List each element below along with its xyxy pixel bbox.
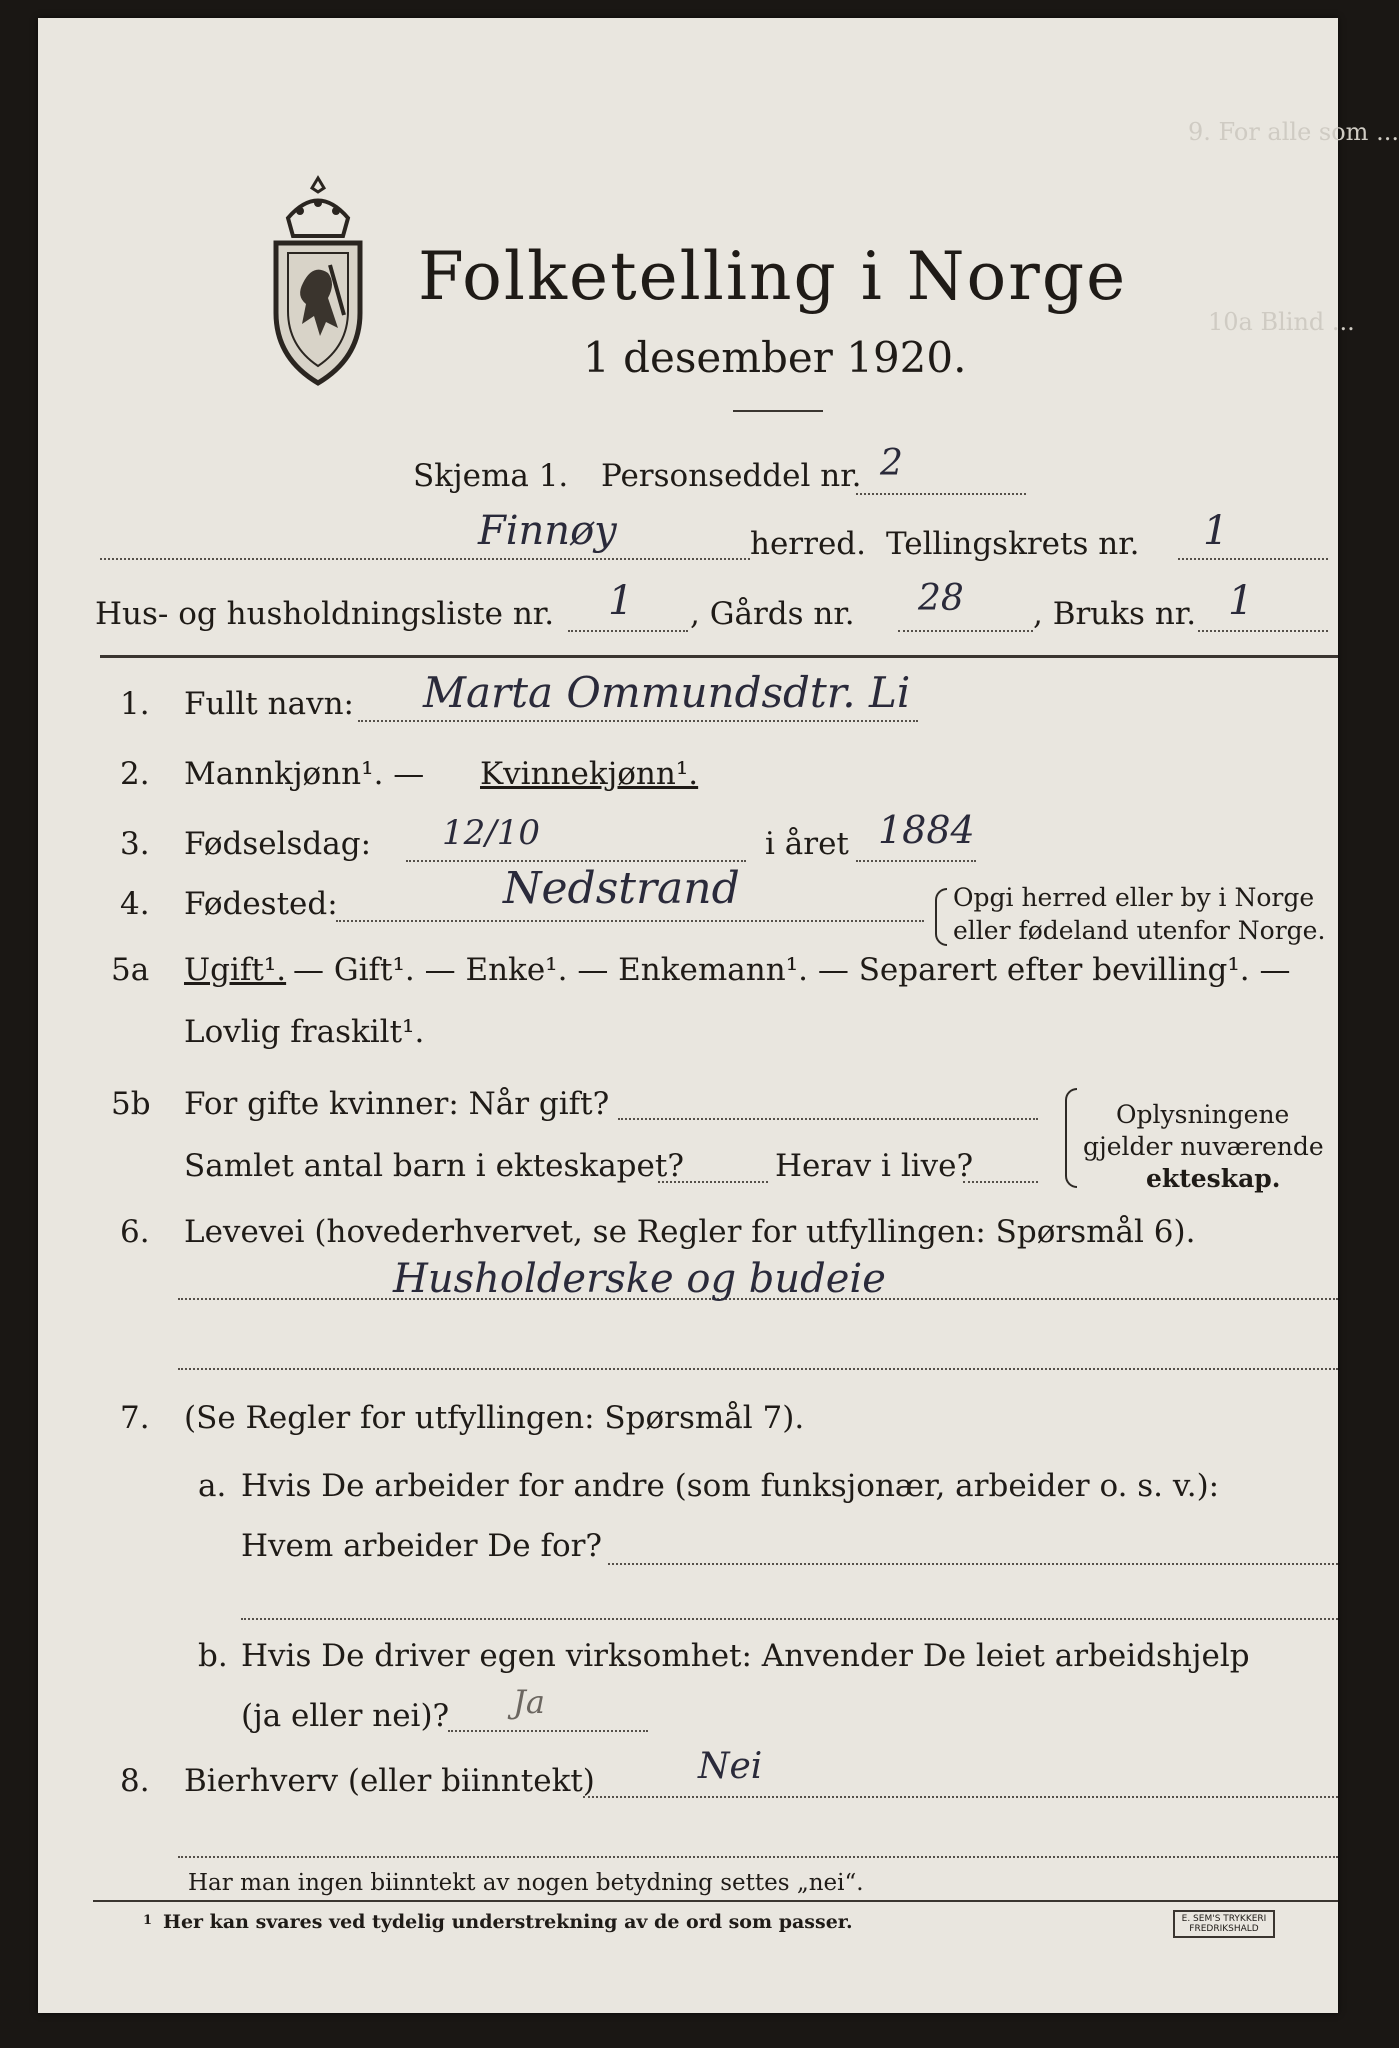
census-date: 1 desember 1920. bbox=[583, 333, 967, 382]
birth-year-value[interactable]: 1884 bbox=[878, 808, 975, 852]
sex-male-option[interactable]: Mannkjønn¹. — bbox=[184, 756, 425, 792]
q8-line bbox=[583, 1796, 1338, 1798]
bleed-through-text: 10a Blind ... bbox=[1208, 308, 1355, 336]
q7b-letter: b. bbox=[198, 1638, 228, 1674]
q3-number: 3. bbox=[120, 826, 150, 862]
q7a-employer-label: Hvem arbeider De for? bbox=[241, 1528, 603, 1564]
gards-value[interactable]: 28 bbox=[918, 578, 964, 619]
form-title: Folketelling i Norge bbox=[418, 238, 1128, 315]
husliste-line bbox=[568, 630, 688, 632]
q7b-label: Hvis De driver egen virksomhet: Anvender De leiet arbeidshjelp bbox=[241, 1638, 1250, 1674]
children-total-line[interactable] bbox=[658, 1181, 768, 1183]
q4-note-line2: eller fødeland utenfor Norge. bbox=[953, 916, 1326, 945]
section-divider bbox=[100, 655, 1338, 658]
married-when-line[interactable] bbox=[618, 1118, 1038, 1120]
census-form-page bbox=[38, 18, 1399, 2013]
q5b-note-line1: Oplysningene bbox=[1116, 1100, 1290, 1129]
q4-note-line1: Opgi herred eller by i Norge bbox=[953, 883, 1315, 912]
q7-number: 7. bbox=[120, 1400, 150, 1436]
q3-year-label: i året bbox=[765, 826, 849, 862]
full-name-value[interactable]: Marta Ommundsdtr. Li bbox=[423, 668, 911, 717]
personseddel-line bbox=[856, 493, 1026, 495]
side-income-line-2[interactable] bbox=[178, 1856, 1338, 1858]
q7a-label: Hvis De arbeider for andre (som funksjonær, arbeider o. s. v.): bbox=[241, 1468, 1220, 1504]
footnote-mark: 1 bbox=[143, 1913, 153, 1928]
herred-label: herred. bbox=[750, 526, 866, 562]
bleed-through-text: 9. For alle som ... bbox=[1188, 118, 1399, 146]
tellingskrets-line bbox=[1178, 558, 1328, 560]
birth-date-value[interactable]: 12/10 bbox=[442, 813, 540, 853]
q5a-number: 5a bbox=[111, 952, 150, 988]
q1-label: Fullt navn: bbox=[184, 686, 354, 722]
marital-other-options[interactable]: — Gift¹. — Enke¹. — Enkemann¹. — Separert efter bevilling¹. — bbox=[293, 952, 1291, 988]
bruks-value[interactable]: 1 bbox=[1228, 578, 1254, 624]
marital-unmarried-option[interactable]: Ugift¹. bbox=[184, 952, 287, 988]
bruks-line bbox=[1198, 630, 1328, 632]
q5b-alive-label: Herav i live? bbox=[775, 1148, 974, 1184]
q6-label: Levevei (hovederhvervet, se Regler for utfyllingen: Spørsmål 6). bbox=[184, 1214, 1196, 1250]
employer-line-1[interactable] bbox=[608, 1563, 1338, 1565]
q3-year-line bbox=[856, 860, 976, 862]
q6-number: 6. bbox=[120, 1214, 150, 1250]
q3-label: Fødselsdag: bbox=[184, 826, 372, 862]
herred-line bbox=[100, 558, 750, 560]
q5b-note-line2: gjelder nuværende bbox=[1083, 1132, 1324, 1161]
occupation-line-2[interactable] bbox=[178, 1368, 1338, 1370]
q5b-number: 5b bbox=[111, 1086, 151, 1122]
title-divider bbox=[733, 410, 823, 412]
q4-line bbox=[336, 920, 924, 922]
q7b-line bbox=[448, 1730, 648, 1732]
hired-help-value[interactable]: Ja bbox=[513, 1683, 545, 1721]
q1-number: 1. bbox=[120, 686, 150, 722]
q5b-note-line3: ekteskap. bbox=[1146, 1164, 1281, 1193]
q8-label: Bierhverv (eller biinntekt) bbox=[184, 1763, 595, 1799]
q7a-letter: a. bbox=[198, 1468, 227, 1504]
q4-number: 4. bbox=[120, 886, 150, 922]
q5b-label: For gifte kvinner: Når gift? bbox=[184, 1086, 610, 1122]
no-income-note: Har man ingen biinntekt av nogen betydning settes „nei“. bbox=[188, 1870, 864, 1896]
husliste-value[interactable]: 1 bbox=[608, 578, 634, 624]
q1-line bbox=[358, 720, 918, 722]
gards-line bbox=[898, 630, 1033, 632]
q8-number: 8. bbox=[120, 1763, 150, 1799]
bruks-label: , Bruks nr. bbox=[1033, 596, 1197, 632]
marital-divorced-option[interactable]: Lovlig fraskilt¹. bbox=[184, 1014, 425, 1050]
birthplace-value[interactable]: Nedstrand bbox=[503, 863, 740, 914]
children-alive-line[interactable] bbox=[963, 1181, 1038, 1183]
side-income-value[interactable]: Nei bbox=[698, 1746, 763, 1787]
personseddel-label: Personseddel nr. bbox=[601, 458, 862, 494]
q7b-yes-no-label: (ja eller nei)? bbox=[241, 1698, 450, 1734]
q3-line bbox=[406, 860, 746, 862]
personseddel-value[interactable]: 2 bbox=[880, 443, 903, 484]
tellingskrets-label: Tellingskrets nr. bbox=[886, 526, 1140, 562]
gards-label: , Gårds nr. bbox=[690, 596, 855, 632]
husliste-label: Hus- og husholdningsliste nr. bbox=[95, 596, 555, 632]
q5b-children-label: Samlet antal barn i ekteskapet? bbox=[184, 1148, 684, 1184]
q7-label: (Se Regler for utfyllingen: Spørsmål 7). bbox=[184, 1400, 805, 1436]
skjema-label: Skjema 1. bbox=[413, 458, 569, 494]
employer-line-2[interactable] bbox=[241, 1618, 1338, 1620]
q4-label: Fødested: bbox=[184, 886, 338, 922]
herred-value[interactable]: Finnøy bbox=[478, 508, 617, 554]
q4-brace bbox=[935, 888, 947, 946]
q5b-brace bbox=[1065, 1088, 1077, 1188]
sex-female-option[interactable]: Kvinnekjønn¹. bbox=[480, 756, 699, 792]
footnote-text: Her kan svares ved tydelig understrekning av de ord som passer. bbox=[163, 1911, 853, 1933]
tellingskrets-value[interactable]: 1 bbox=[1203, 508, 1229, 554]
norwegian-coat-of-arms-icon bbox=[258, 173, 378, 388]
q2-number: 2. bbox=[120, 756, 150, 792]
footer-divider bbox=[93, 1900, 1338, 1902]
printer-stamp: E. SEM'S TRYKKERI FREDRIKSHALD bbox=[1173, 1910, 1275, 1938]
occupation-value[interactable]: Husholderske og budeie bbox=[393, 1256, 886, 1302]
